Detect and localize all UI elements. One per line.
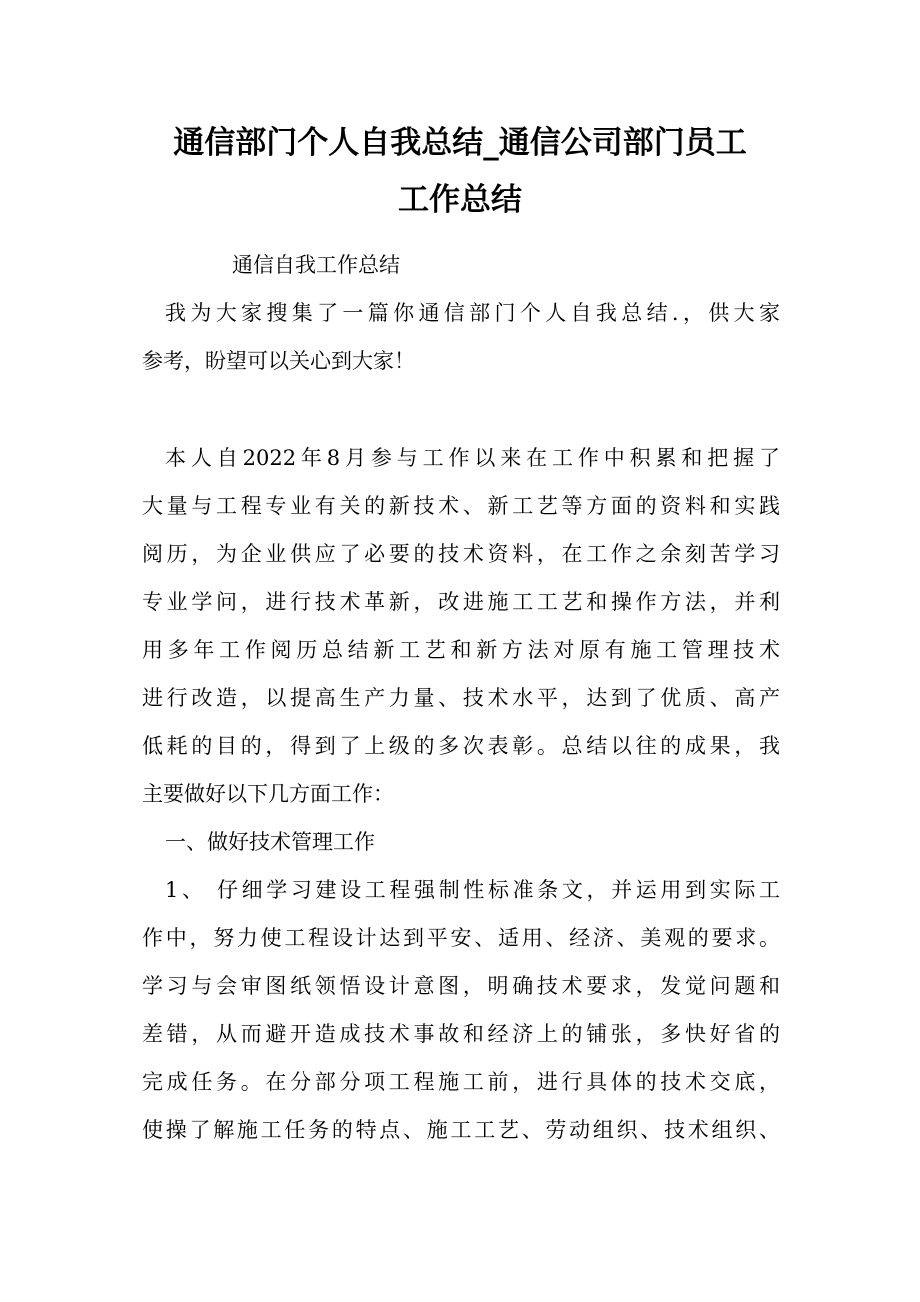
intro-line: 我为大家搜集了一篇你通信部门个人自我总结.，供大家	[165, 301, 780, 325]
item-line: 作中，努力使工程设计达到平安、适用、经济、美观的要求。	[142, 926, 780, 950]
item-line: 完成任务。在分部分项工程施工前，进行具体的技术交底，	[142, 1070, 780, 1094]
paragraph-line: 主要做好以下几方面工作：	[142, 782, 394, 806]
item-line: 1、 仔细学习建设工程强制性标准条文，并运用到实际工	[165, 878, 780, 902]
paragraph-line: 用多年工作阅历总结新工艺和新方法对原有施工管理技术	[142, 638, 780, 662]
item-line: 学习与会审图纸领悟设计意图，明确技术要求，发觉问题和	[142, 974, 780, 998]
item-line: 差错，从而避开造成技术事故和经济上的铺张，多快好省的	[142, 1022, 780, 1046]
paragraph-line: 阅历，为企业供应了必要的技术资料，在工作之余刻苦学习	[142, 542, 780, 566]
paragraph-line: 低耗的目的，得到了上级的多次表彰。总结以往的成果，我	[142, 734, 780, 758]
document-title-line-1: 通信部门个人自我总结_通信公司部门员工	[173, 125, 747, 161]
item-line: 使操了解施工任务的特点、施工工艺、劳动组织、技术组织、	[142, 1118, 780, 1142]
section-heading: 一、做好技术管理工作	[165, 830, 375, 854]
subtitle: 通信自我工作总结	[232, 253, 400, 277]
paragraph-line: 专业学问，进行技术革新，改进施工工艺和操作方法，并利	[142, 590, 780, 614]
document-title-line-2: 工作总结	[398, 182, 522, 218]
paragraph-line: 进行改造，以提高生产力量、技术水平，达到了优质、高产	[142, 686, 780, 710]
paragraph-line: 本人自2022年8月参与工作以来在工作中积累和把握了	[165, 446, 780, 470]
paragraph-line: 大量与工程专业有关的新技术、新工艺等方面的资料和实践	[142, 494, 780, 518]
intro-line: 参考，盼望可以关心到大家！	[142, 349, 415, 373]
